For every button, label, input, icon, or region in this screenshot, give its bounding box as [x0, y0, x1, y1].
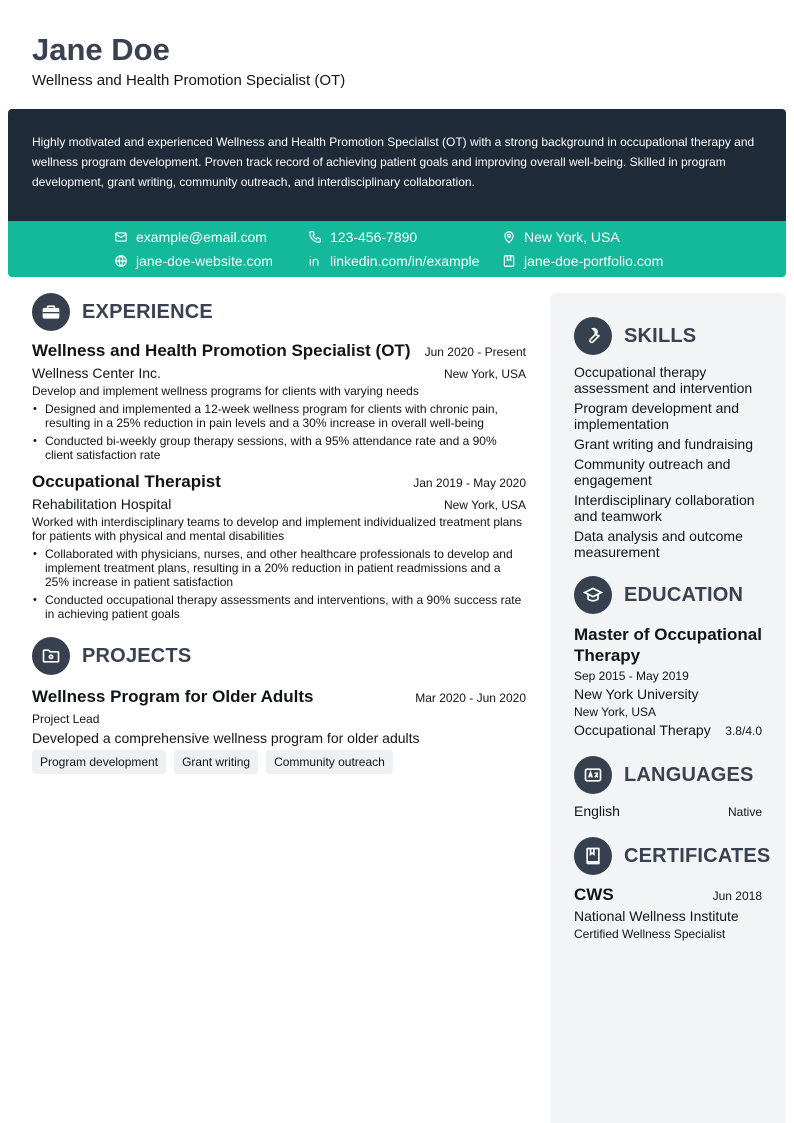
- briefcase-icon: [32, 293, 70, 331]
- skills-list: [574, 364, 762, 560]
- candidate-name: Jane Doe: [32, 32, 170, 67]
- languages-title: LANGUAGES: [624, 763, 754, 786]
- job-bullet: • Conducted occupational therapy assessments and interventions, with a 90% success rate in achieving patient goals: [32, 593, 526, 621]
- translate-icon: [574, 756, 612, 794]
- job-description: Worked with interdisciplinary teams to develop and implement individualized treatment plans for patients with physical and mental disabilities: [32, 515, 523, 543]
- tag: Grant writing: [174, 750, 258, 774]
- job-description: Develop and implement wellness programs for clients with varying needs: [32, 384, 419, 398]
- skill-item: Occupational therapy assessment and intervention: [574, 364, 753, 396]
- mail-icon: [114, 230, 128, 244]
- linkedin-icon: [308, 254, 322, 268]
- main-column: [32, 293, 526, 774]
- contact-bar: [8, 221, 786, 277]
- language-name: English: [574, 803, 620, 819]
- phone-text: 123-456-7890: [330, 229, 418, 245]
- skill-item: Program development and implementation: [574, 400, 739, 432]
- job-bullets: [32, 402, 526, 462]
- education-heading: [574, 576, 762, 614]
- graduation-cap-icon: [574, 576, 612, 614]
- book-icon: [574, 837, 612, 875]
- project-dates: Mar 2020 - Jun 2020: [415, 691, 526, 705]
- certificate-name: CWS: [574, 885, 614, 904]
- language-level: Native: [727, 805, 762, 819]
- projects-heading: [32, 637, 526, 675]
- job-bullets: [32, 547, 526, 621]
- project-entry: [32, 687, 526, 774]
- skill-item: Community outreach and engagement: [574, 456, 731, 488]
- contact-website[interactable]: [114, 251, 273, 271]
- job-bullet: • Conducted bi-weekly group therapy sessions, with a 95% attendance rate and a 90% client satisfaction rate: [32, 434, 526, 462]
- experience-heading: [32, 293, 526, 331]
- job-bullet: • Collaborated with physicians, nurses, and other healthcare professionals to develop and implement treatment plans, resulting in a 20% reduction in patient readmissions and a 25% increase in patient satisfaction: [32, 547, 526, 589]
- location-text: New York, USA: [524, 229, 620, 245]
- portfolio-text: jane-doe-portfolio.com: [524, 253, 664, 269]
- resume-header: [0, 0, 794, 109]
- project-description: Developed a comprehensive wellness program for older adults: [32, 730, 420, 746]
- summary-text: Highly motivated and experienced Wellness and Health Promotion Specialist (OT) with a strong background in occupational therapy and wellness program development. Proven track record of achieving patient goals and improving overall well-being. Skilled in program development, grant writing, community outreach, and interdisciplinary collaboration.: [32, 135, 755, 189]
- contact-location: [502, 227, 620, 247]
- project-role: Project Lead: [32, 712, 100, 726]
- education-dates: Sep 2015 - May 2019: [574, 669, 689, 683]
- education-degree: Master of Occupational Therapy: [574, 625, 762, 665]
- job-location: New York, USA: [443, 498, 526, 512]
- job-dates: Jun 2020 - Present: [424, 345, 526, 359]
- contact-phone[interactable]: [308, 227, 417, 247]
- email-text: example@email.com: [136, 229, 267, 245]
- contact-email[interactable]: [114, 227, 267, 247]
- skill-item: Grant writing and fundraising: [574, 436, 753, 452]
- language-item: [574, 803, 762, 819]
- project-title: Wellness Program for Older Adults: [32, 687, 314, 706]
- skill-item: Data analysis and outcome measurement: [574, 528, 743, 560]
- education-school: New York University: [574, 686, 699, 702]
- job-entry: [32, 472, 526, 621]
- certificate-full-name: Certified Wellness Specialist: [574, 927, 726, 941]
- skill-item: Interdisciplinary collaboration and teamwork: [574, 492, 755, 524]
- summary-section: [8, 109, 786, 221]
- job-dates: Jan 2019 - May 2020: [413, 476, 526, 490]
- education-gpa: 3.8/4.0: [725, 724, 762, 738]
- job-title: Occupational Therapist: [32, 472, 221, 491]
- experience-title: EXPERIENCE: [82, 300, 213, 323]
- sidebar: [550, 293, 786, 1123]
- phone-icon: [308, 230, 322, 244]
- tag: Program development: [32, 750, 166, 774]
- map-pin-icon: [502, 230, 516, 244]
- certificates-title: CERTIFICATES: [624, 844, 771, 867]
- education-field-row: [574, 722, 762, 738]
- job-company: Rehabilitation Hospital: [32, 496, 172, 512]
- linkedin-text: linkedin.com/in/example: [330, 253, 480, 269]
- certificate-issuer: National Wellness Institute: [574, 908, 739, 924]
- skills-title: SKILLS: [624, 324, 697, 347]
- wrench-icon: [574, 317, 612, 355]
- portfolio-icon: [502, 254, 516, 268]
- projects-title: PROJECTS: [82, 644, 192, 667]
- project-tags: [32, 750, 526, 774]
- contact-linkedin[interactable]: [308, 251, 479, 271]
- tag: Community outreach: [266, 750, 393, 774]
- skills-heading: [574, 317, 762, 355]
- contact-portfolio[interactable]: [502, 251, 663, 271]
- job-company: Wellness Center Inc.: [32, 365, 161, 381]
- job-title: Wellness and Health Promotion Specialist (OT): [32, 341, 411, 360]
- website-text: jane-doe-website.com: [136, 253, 273, 269]
- languages-heading: [574, 756, 762, 794]
- folder-icon: [32, 637, 70, 675]
- job-bullet: • Designed and implemented a 12-week wellness program for clients with chronic pain, resulting in a 25% reduction in pain levels and a 30% increase in overall well-being: [32, 402, 526, 430]
- education-location: New York, USA: [574, 705, 657, 719]
- certificates-heading: [574, 837, 771, 875]
- certificate-item: [574, 885, 762, 905]
- certificate-date: Jun 2018: [712, 889, 762, 903]
- education-field: Occupational Therapy: [574, 722, 711, 738]
- job-entry: [32, 341, 526, 462]
- candidate-title: Wellness and Health Promotion Specialist (OT): [32, 72, 346, 89]
- education-title: EDUCATION: [624, 583, 744, 606]
- globe-icon: [114, 254, 128, 268]
- job-location: New York, USA: [443, 367, 526, 381]
